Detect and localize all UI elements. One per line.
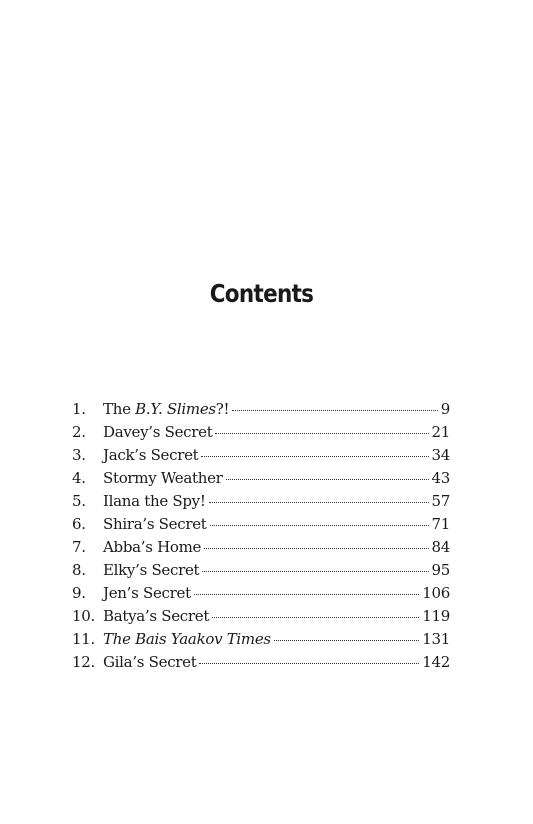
dot-leader	[210, 525, 429, 526]
toc-entry-page: 71	[431, 515, 450, 533]
toc-entry-page: 131	[422, 630, 450, 648]
toc-entry-title-prefix: The	[103, 400, 136, 418]
dot-leader	[194, 594, 419, 595]
toc-entry-number: 2.	[72, 423, 86, 441]
toc-entry-5	[72, 490, 450, 513]
toc-entry-title-italic: B.Y. Slimes	[135, 400, 216, 418]
toc-entry-number: 10.	[72, 607, 95, 625]
toc-entry-10	[72, 605, 450, 628]
toc-entry-number: 8.	[72, 561, 86, 579]
toc-entry-1	[72, 398, 450, 421]
toc-entry-number: 7.	[72, 538, 86, 556]
toc-entry-title-suffix: ?!	[215, 400, 230, 418]
toc-entry-3	[72, 444, 450, 467]
toc-entry-title: Gila’s Secret	[103, 653, 197, 671]
toc-entry-number: 3.	[72, 446, 86, 464]
dot-leader	[212, 617, 419, 618]
toc-entry-number: 11.	[72, 630, 95, 648]
dot-leader	[226, 479, 429, 480]
toc-entry-title: The Bais Yaakov Times	[103, 630, 271, 648]
toc-entry-12	[72, 651, 450, 674]
toc-entry-page: 106	[422, 584, 450, 602]
dot-leader	[202, 571, 428, 572]
toc-entry-11	[72, 628, 450, 651]
dot-leader	[204, 548, 428, 549]
toc-entry-number: 4.	[72, 469, 86, 487]
toc-entry-page: 119	[422, 607, 450, 625]
toc-entry-page: 57	[431, 492, 450, 510]
toc-entry-title: Ilana the Spy!	[103, 492, 206, 510]
toc-entry-title: Stormy Weather	[103, 469, 223, 487]
toc-entry-7	[72, 536, 450, 559]
toc-entry-9	[72, 582, 450, 605]
toc-entry-page: 9	[440, 400, 450, 418]
table-of-contents	[72, 398, 450, 674]
toc-entry-title	[103, 398, 229, 421]
dot-leader	[274, 640, 419, 641]
toc-entry-6	[72, 513, 450, 536]
toc-entry-title: Jack’s Secret	[103, 446, 199, 464]
toc-entry-title: Shira’s Secret	[103, 515, 207, 533]
dot-leader	[232, 410, 437, 411]
toc-entry-page: 84	[431, 538, 450, 556]
toc-entry-title: Davey’s Secret	[103, 423, 213, 441]
toc-entry-title: Abba’s Home	[103, 538, 202, 556]
toc-entry-number: 12.	[72, 653, 95, 671]
page-title: Contents	[209, 279, 314, 308]
dot-leader	[201, 456, 428, 457]
toc-entry-number: 9.	[72, 584, 86, 602]
toc-entry-page: 95	[431, 561, 450, 579]
toc-entry-4	[72, 467, 450, 490]
toc-entry-8	[72, 559, 450, 582]
toc-entry-title: Batya’s Secret	[103, 607, 210, 625]
toc-entry-page: 142	[422, 653, 450, 671]
dot-leader	[215, 433, 428, 434]
dot-leader	[199, 663, 419, 664]
toc-entry-number: 5.	[72, 492, 86, 510]
toc-entry-page: 34	[431, 446, 450, 464]
dot-leader	[209, 502, 429, 503]
toc-entry-title: Jen’s Secret	[103, 584, 191, 602]
toc-entry-number: 1.	[72, 400, 86, 418]
toc-entry-page: 43	[431, 469, 450, 487]
toc-entry-2	[72, 421, 450, 444]
toc-entry-page: 21	[431, 423, 450, 441]
toc-entry-number: 6.	[72, 515, 86, 533]
toc-entry-title: Elky’s Secret	[103, 561, 200, 579]
